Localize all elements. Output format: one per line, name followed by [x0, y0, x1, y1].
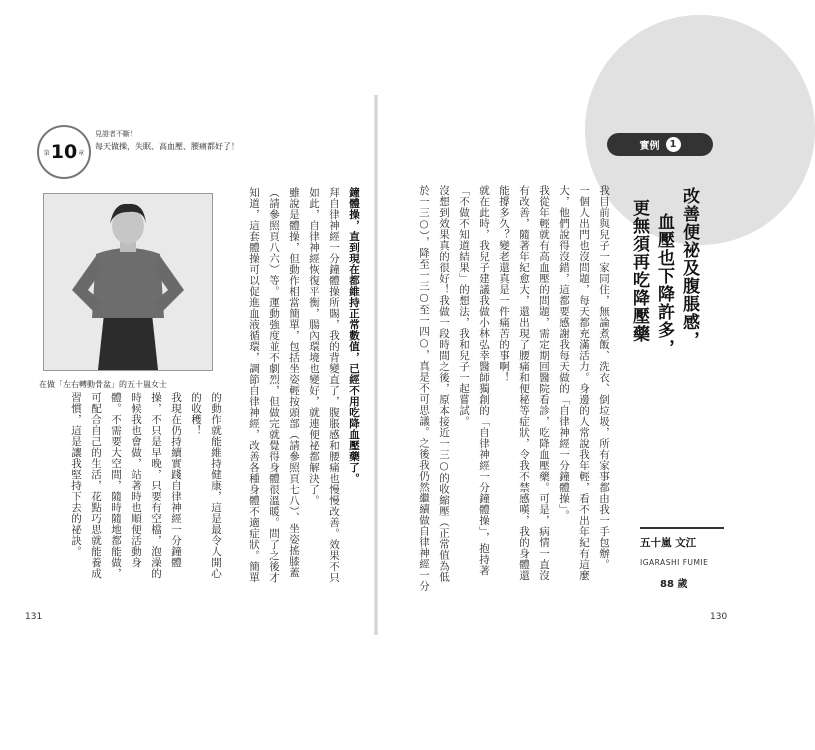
body-column: 「不做不知道結果」的想法，我和兒子一起嘗試。: [458, 185, 470, 427]
body-column: 我從年輕就有高血壓的問題，需定期回醫院看診，吃降血壓藥。可是，病情一直沒: [538, 185, 550, 581]
body-column: 知道，這套體操可以促進血液循環，調節自律神經，改善各種身體不適症狀。簡單: [248, 187, 260, 583]
person-name: 五十嵐 文江: [640, 537, 697, 549]
body-column: 體。不需要大空間，隨時隨地都能做，: [110, 392, 122, 579]
woman-illustration: [44, 194, 212, 370]
body-column: 於一三○），降至一三○至一四○，真是不可思議。之後我仍然繼續做自律神經一分: [418, 185, 430, 592]
body-column: 的收穫！: [190, 392, 202, 436]
chapter-suffix: 章: [78, 149, 85, 157]
woman-photo: [43, 193, 213, 371]
book-gutter: [374, 95, 378, 635]
body-column: 我現在仍持續實踐自律神經一分鐘體: [170, 392, 182, 568]
case-number: 1: [666, 137, 681, 152]
body-column: 時候我也會做，站著時也順便活動身: [130, 392, 142, 568]
body-column: 大，他們說得沒錯，這都要感謝我每天做的「自律神經一分鐘體操」。: [558, 185, 570, 521]
body-column: 如此，自律神經恢復平衡，腸內環境也變好，就連便祕都解決了。: [308, 187, 320, 506]
chapter-subtitle: 見證者不斷！: [95, 130, 137, 138]
chapter-title: 每天做操，失眠、高血壓、腰痛都好了！: [95, 142, 239, 151]
body-column: 可配合自己的生活，花點巧思就能養成: [90, 392, 102, 579]
body-column: 拜自律神經一分鐘體操所賜，我的背變直了，腹脹感和腰痛也慢慢改善。效果不只: [328, 187, 340, 583]
chapter-badge: [37, 125, 91, 179]
body-column: 一個人出門也沒問題，每天都充滿活力。身邊的人常說我年輕，看不出年紀有這麼: [578, 185, 590, 581]
chapter-number: 10: [50, 141, 78, 163]
person-info: [640, 527, 730, 590]
case-label: [607, 133, 713, 156]
book-spread: [25, 95, 728, 635]
title-line-1: 改善便祕及腹脹感，: [679, 187, 699, 349]
body-column: 我目前與兒子一家同住，無論煮飯、洗衣、倒垃圾，所有家事都由我一手包辦。: [598, 185, 610, 570]
chapter-prefix: 第: [43, 149, 50, 157]
body-column: 習慣，這是讓我堅持下去的祕訣。: [70, 392, 82, 557]
body-column: 雖說是體操，但動作相當簡單，包括坐姿輕按頭部（請參照頁七八）、坐姿搖膝蓋: [288, 187, 300, 578]
photo-caption: 在做「左右轉動骨盆」的五十嵐女士: [39, 380, 167, 389]
name-divider: [640, 527, 724, 529]
body-column: 就在此時，我兒子建議我做小林弘幸醫師獨創的「自律神經一分鐘體操」，抱持著: [478, 185, 490, 576]
person-romanized: IGARASHI FUMIE: [640, 558, 709, 567]
page-number-left: 131: [25, 612, 43, 622]
body-column: 操，不只是早晚，只要有空檔，泡澡的: [150, 392, 162, 579]
body-column: 有改善，隨著年紀愈大，還出現了腰痛和便秘等症狀，令我不禁感嘆，我的身體還: [518, 185, 530, 581]
title-line-3: 更無須再吃降壓藥: [629, 199, 649, 343]
body-column: （請參照頁八六）等。運動強度並不劇烈，但做完就覺得身體很溫暖。問了之後才: [268, 187, 280, 583]
body-column-bold: 鐘體操，直到現在都維持正常數值，已經不用吃降血壓藥了。: [348, 187, 360, 484]
case-label-text: 實例: [639, 141, 660, 152]
title-line-2: 血壓也下降許多，: [654, 213, 674, 357]
person-age: 88 歲: [660, 579, 688, 590]
body-column: 能撐多久？變老還真是一件痛苦的事啊！: [498, 185, 510, 383]
body-column: 的動作就能維持健康，這是最令人開心: [210, 392, 222, 579]
body-column: 沒想到效果真的很好！我做一段時間之後，原本接近一三○的收縮壓（正常值為低: [438, 185, 450, 583]
page-number-right: 130: [710, 612, 728, 622]
